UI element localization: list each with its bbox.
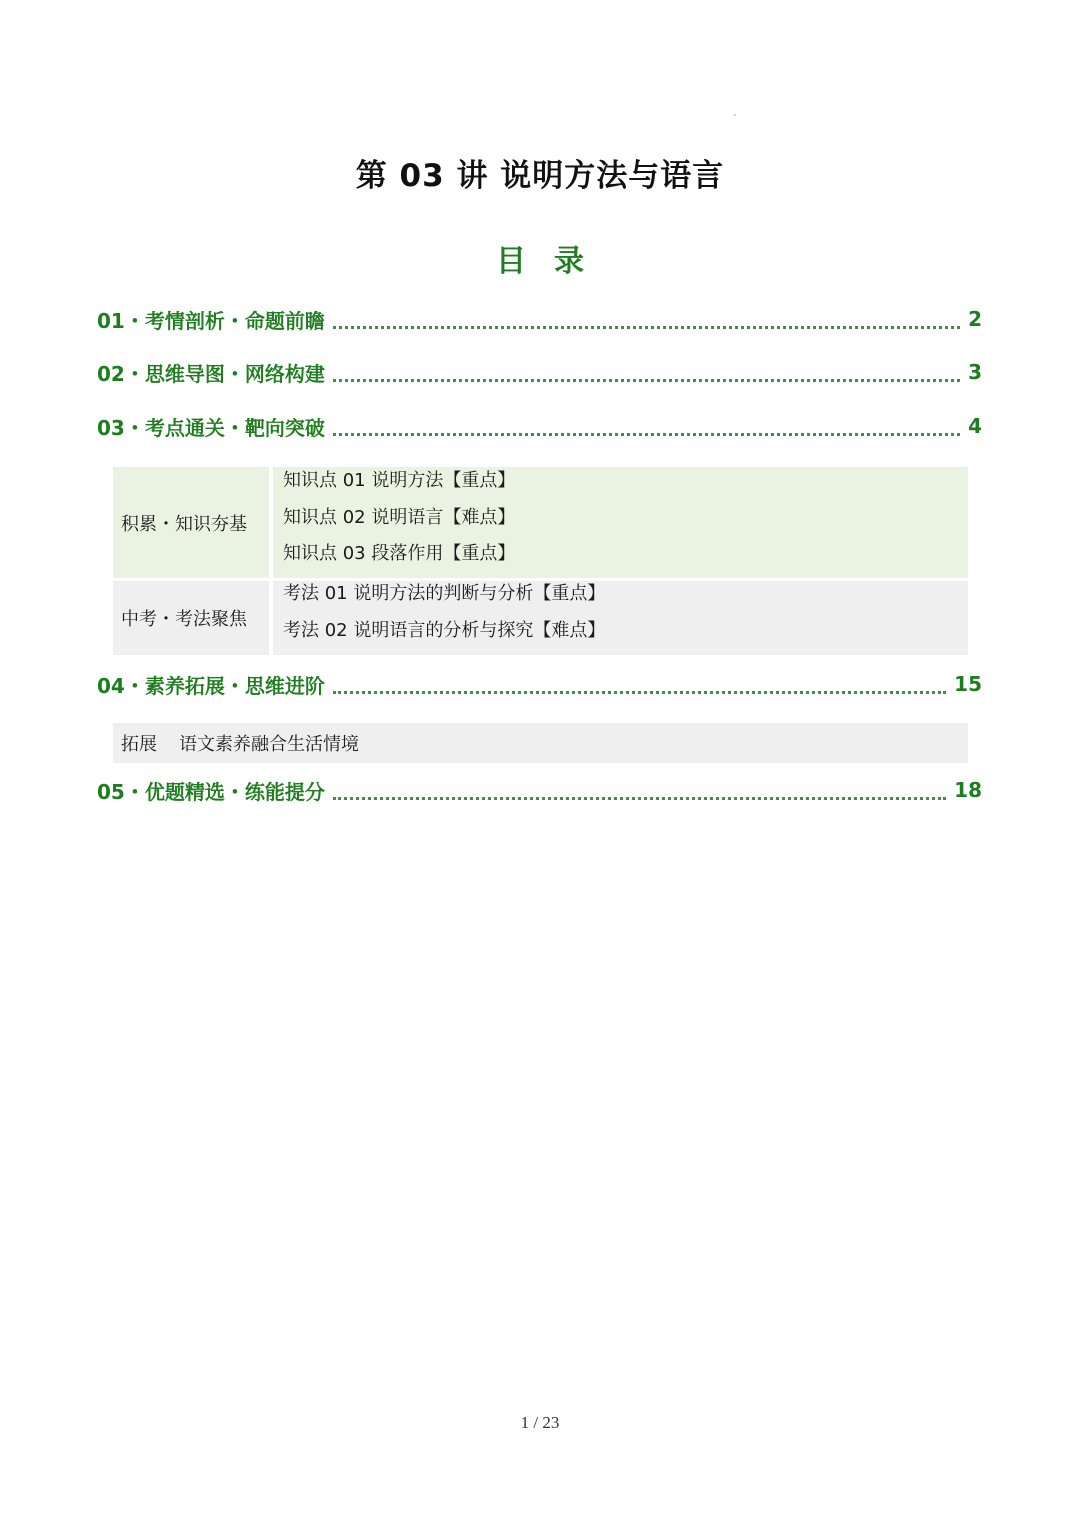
toc-dot-leader [333,433,960,436]
subtopic-items [273,467,968,578]
toc-entry-label: 02・思维导图・网络构建 [97,361,325,386]
subtopic-item[interactable]: 知识点 01 说明方法【重点】 [283,470,516,491]
extension-row[interactable] [113,723,968,763]
toc-entry-01[interactable] [97,304,982,334]
subtopic-group-exam [113,581,968,655]
toc-entry-label: 05・优题精选・练能提分 [97,779,325,804]
subtopic-item[interactable]: 知识点 02 说明语言【难点】 [283,506,516,528]
toc-entry-03[interactable] [97,411,982,441]
toc-dot-leader [333,797,946,800]
subtopic-items [273,581,968,655]
toc-entry-05[interactable] [97,775,982,805]
extension-category: 拓展 [121,734,157,755]
subtopic-item[interactable]: 考法 01 说明方法的判断与分析【重点】 [283,583,606,604]
subtopic-item[interactable]: 知识点 03 段落作用【重点】 [283,543,516,565]
toc-heading: 目录 [496,244,612,279]
toc-entry-page: 15 [954,672,982,696]
toc-entry-page: 2 [968,307,982,331]
document-title: 第 03 讲 说明方法与语言 [355,158,725,194]
scan-speck [734,114,736,116]
toc-dot-leader [333,326,960,329]
toc-dot-leader [333,379,960,382]
subtopic-item[interactable]: 考法 02 说明语言的分析与探究【难点】 [283,620,606,641]
page-number-footer: 1 / 23 [520,1413,560,1432]
extension-item: 语文素养融合生活情境 [179,734,359,755]
toc-entry-label: 01・考情剖析・命题前瞻 [97,308,325,333]
toc-entry-page: 18 [954,778,982,802]
toc-entry-label: 04・素养拓展・思维进阶 [97,673,325,698]
toc-entry-page: 4 [968,414,982,438]
toc-entry-04[interactable] [97,669,982,699]
toc-entry-label: 03・考点通关・靶向突破 [97,415,325,440]
toc-entry-02[interactable] [97,357,982,387]
subtopic-category: 积累・知识夯基 [121,513,247,535]
toc-dot-leader [333,691,946,694]
subtopic-group-knowledge [113,467,968,578]
toc-entry-page: 3 [968,360,982,384]
subtopic-category: 中考・考法聚焦 [121,609,247,630]
